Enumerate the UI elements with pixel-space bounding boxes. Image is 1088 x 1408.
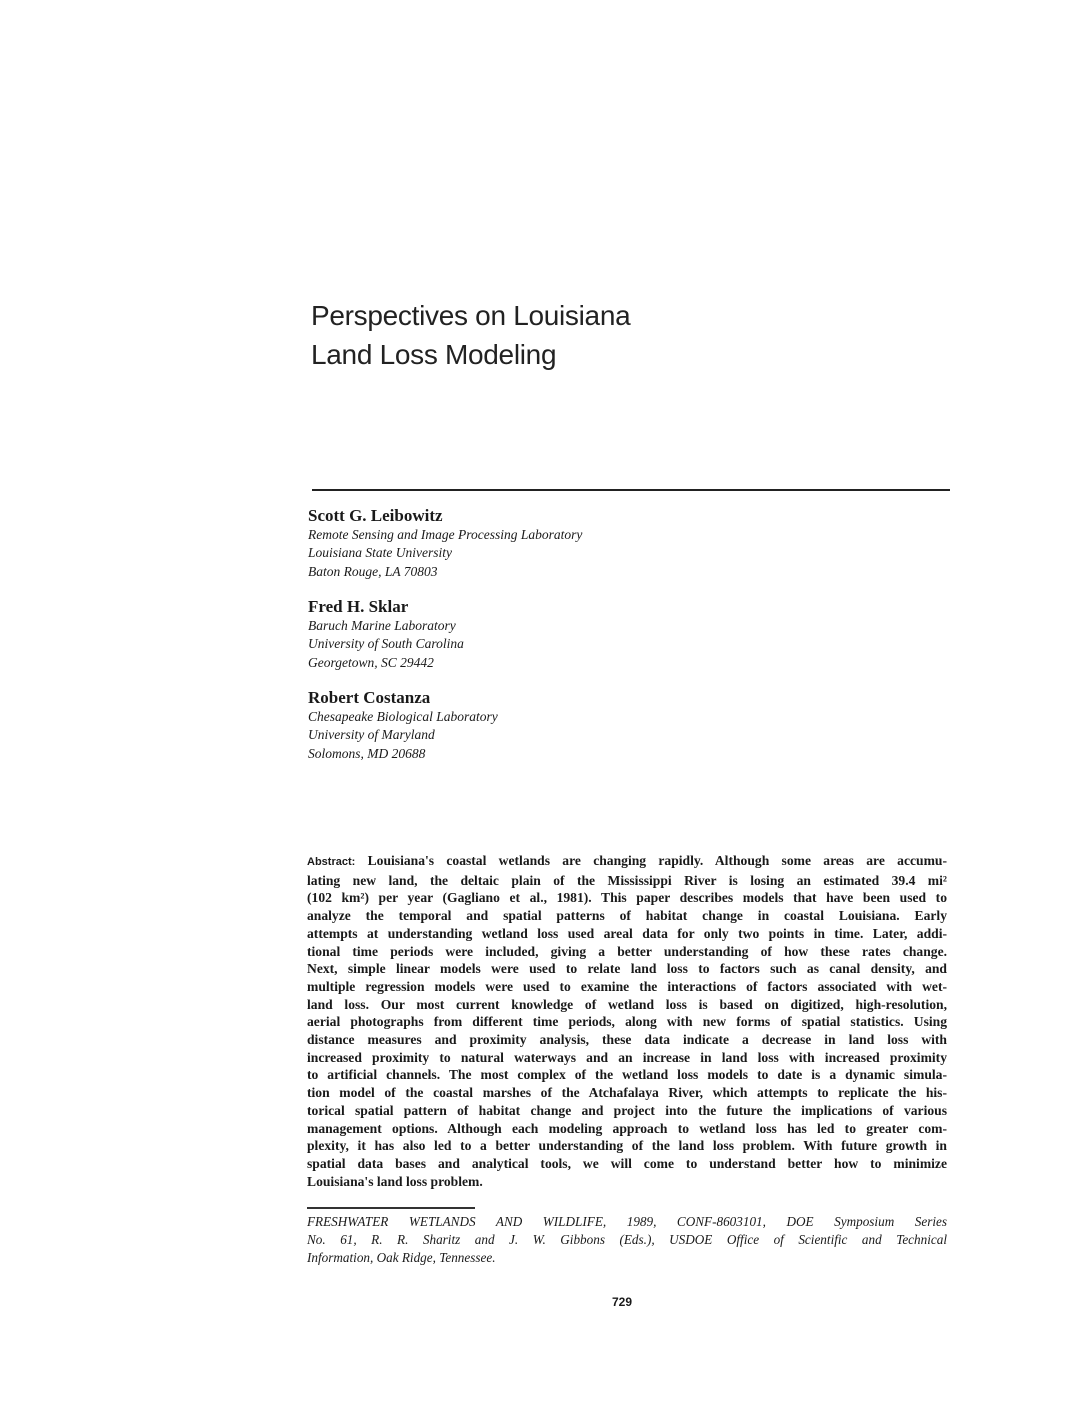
abstract-line: management options. Although each modeling approach to wetland loss has led to greater com-: [307, 1120, 947, 1136]
author-name: Fred H. Sklar: [308, 597, 409, 616]
author-affiliation: Remote Sensing and Image Processing Laboratory: [308, 527, 583, 542]
abstract-line: increased proximity to natural waterways and an increase in land loss with increased proximity: [307, 1049, 947, 1065]
abstract-line: spatial data bases and analytical tools, we will come to understand better how to minimize: [307, 1155, 947, 1171]
author-affiliation: Baton Rouge, LA 70803: [308, 563, 438, 579]
author-block: [308, 506, 582, 581]
footnote: [307, 1213, 947, 1267]
abstract-line: multiple regression models were used to examine the interactions of factors associated with wet-: [307, 978, 947, 994]
author-affiliation: Chesapeake Biological Laboratory: [308, 709, 498, 724]
abstract-line: torical spatial pattern of habitat change and project into the future the implications of various: [307, 1102, 947, 1118]
abstract-line: land loss. Our most current knowledge of wetland loss is based on digitized, high-resolution,: [307, 996, 947, 1012]
author-name: Robert Costanza: [308, 688, 431, 707]
author-affiliation: Solomons, MD 20688: [308, 745, 426, 761]
title-divider: [312, 489, 950, 491]
paper-title: [311, 296, 630, 374]
title-line-1: Perspectives on Louisiana: [311, 300, 631, 331]
author-affiliation: University of Maryland: [308, 727, 435, 743]
abstract-line: Abstract: Louisiana's coastal wetlands are changing rapidly. Although some areas are accumu-: [307, 853, 947, 868]
abstract: [307, 852, 947, 1190]
abstract-line: Next, simple linear models were used to relate land loss to factors such as canal density, and: [307, 961, 947, 977]
abstract-line: lating new land, the deltaic plain of the Mississippi River is losing an estimated 39.4 mi²: [307, 872, 947, 888]
footnote-line: FRESHWATER WETLANDS AND WILDLIFE, 1989, CONF-8603101, DOE Symposium Series: [307, 1214, 947, 1229]
abstract-line: Louisiana's land loss problem.: [307, 1173, 483, 1189]
author-affiliation: Georgetown, SC 29442: [308, 654, 434, 670]
author-name: Scott G. Leibowitz: [308, 506, 443, 525]
author-affiliation: Louisiana State University: [308, 545, 452, 561]
abstract-line: analyze the temporal and spatial patterns of habitat change in coastal Louisiana. Early: [307, 908, 947, 924]
footnote-line: Information, Oak Ridge, Tennessee.: [307, 1250, 496, 1265]
footnote-line: No. 61, R. R. Sharitz and J. W. Gibbons (Eds.), USDOE Office of Scientific and Technical: [307, 1232, 947, 1247]
abstract-line: aerial photographs from different time periods, along with new forms of spatial statistics. Using: [307, 1014, 947, 1030]
abstract-line: plexity, it has also led to a better understanding of the land loss problem. With future growth in: [307, 1138, 947, 1154]
author-affiliation: University of South Carolina: [308, 636, 464, 652]
author-block: [308, 597, 464, 672]
abstract-line: (102 km²) per year (Gagliano et al., 1981). This paper describes models that have been used to: [307, 890, 947, 906]
page-number: 729: [611, 1295, 633, 1309]
author-block: [308, 688, 498, 763]
abstract-line: attempts at understanding wetland loss used areal data for only two points in time. Later, addi-: [307, 925, 947, 941]
footnote-divider: [307, 1207, 475, 1209]
abstract-line: tion model of the coastal marshes of the Atchafalaya River, which attempts to replicate the his-: [307, 1085, 947, 1101]
abstract-line: to artificial channels. The most complex of the wetland loss models to date is a dynamic simula-: [307, 1067, 947, 1083]
abstract-line: tional time periods were included, giving a better understanding of how these rates change.: [307, 943, 947, 959]
abstract-label: Abstract:: [307, 856, 356, 868]
abstract-line: distance measures and proximity analysis, these data indicate a decrease in land loss with: [307, 1032, 947, 1048]
title-line-2: Land Loss Modeling: [311, 339, 557, 370]
author-affiliation: Baruch Marine Laboratory: [308, 618, 456, 633]
